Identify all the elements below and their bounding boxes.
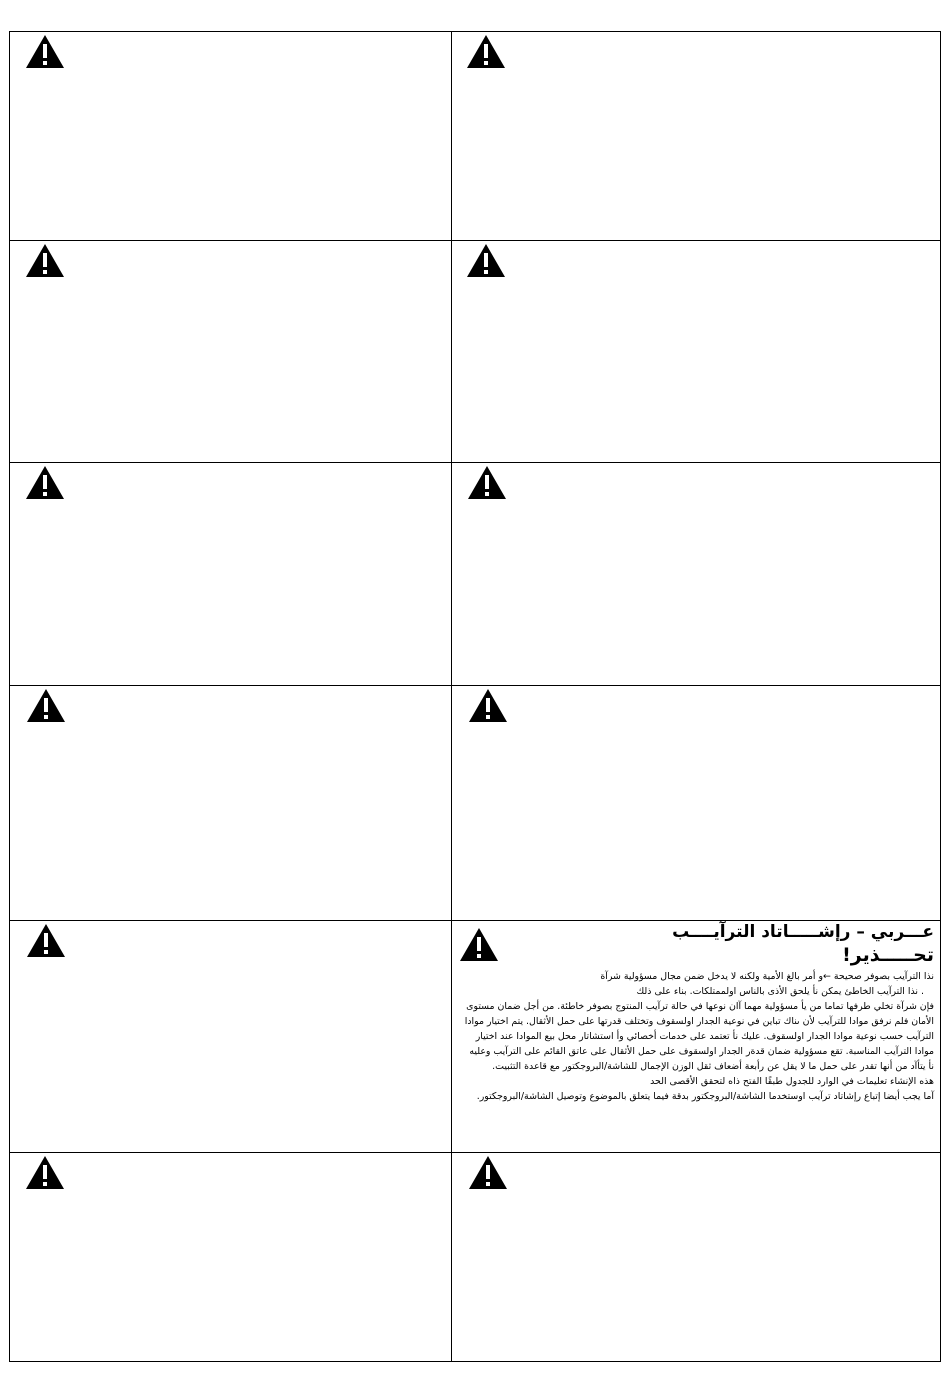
- warning-triangle-icon: [25, 243, 65, 278]
- warning-triangle-icon: [468, 1155, 508, 1190]
- arabic-section-title: عـــربي – رإشـــــاتاد الترآيــــب: [672, 922, 934, 942]
- manual-page-grid: [9, 31, 941, 1362]
- arabic-warning-heading: تحـــــذير!: [842, 944, 934, 966]
- language-cell-empty: [10, 921, 451, 1152]
- warning-triangle-icon: [25, 1155, 65, 1190]
- warning-triangle-icon: [25, 34, 65, 69]
- language-cell-empty: [10, 463, 451, 685]
- warning-triangle-icon: [26, 688, 66, 723]
- language-cell-empty: [10, 1153, 451, 1361]
- warning-triangle-icon: [466, 34, 506, 69]
- warning-triangle-icon: [459, 927, 499, 962]
- arabic-paragraph: نذا الترآيب بصوفر صحيحة ←و أمر بالغ الأمية ولكنه لا يدخل ضمن مجال مسؤولية شرآة: [600, 971, 934, 982]
- language-cell-empty: [10, 32, 451, 240]
- language-cell-empty: [10, 241, 451, 462]
- arabic-paragraph: . نذا الترآيب الخاطئ يمكن نأ يلحق الأذى بالناس اولممتلكات. بناء على ذلك: [636, 986, 924, 997]
- language-cell-empty: [452, 463, 942, 685]
- language-cell-empty: [452, 686, 942, 920]
- warning-triangle-icon: [467, 465, 507, 500]
- arabic-warning-text: [462, 969, 934, 1104]
- warning-triangle-icon: [466, 243, 506, 278]
- language-cell-empty: [10, 686, 451, 920]
- arabic-installation-cell: [452, 921, 942, 1152]
- arabic-paragraph: هذه الإنشاء تعليمات في الوارد للجدول طبقًا الفتح ذاه لتحقق الأقصى الحد: [650, 1076, 934, 1087]
- language-cell-empty: [452, 1153, 942, 1361]
- language-cell-empty: [452, 241, 942, 462]
- language-cell-empty: [452, 32, 942, 240]
- warning-triangle-icon: [26, 923, 66, 958]
- warning-triangle-icon: [25, 465, 65, 500]
- warning-triangle-icon: [468, 688, 508, 723]
- arabic-paragraph: فإن شرآة تخلي طرفها تماما من يأ مسؤولية مهما آان نوعها في حالة ترآيب المنتوج بصوفر خاطئة. من أجل ضمان مستوى الأمان فلم نرفق موادا للترآيب لأن ىناك تباين في نوعية الجدار اولسقوف وتختلف قدرتها على حمل الأثقال. يتم اختيار موادا الترآيب حسب نوعية موادا الجدار اولسقوف. عليك نأ تعتمد على خدمات أخصائي وأ استشاتار محل بيع الموادا عند اختيار موادا الترآيب المناسبة. تقع مسؤولية ضمان قدةر الجدار اولسقوف على حمل الأثقال على عاتق القائم على الترآيب وعليه نأ يتأآد من أنها تقدر على حمل ما لا يقل عن رأبعة أضعاف ثقل الوزن الإجمال للشاشة/البروجكتور مع قاعدة التثبيت.: [464, 1001, 934, 1072]
- arabic-paragraph: آما يجب أيضا إتباع رإشاتاد ترآيب اوستخدما الشاشة/البروجكتور بدقة فيما يتعلق بالموضوع وتوصيل الشاشة/البروجكتور.: [476, 1091, 934, 1102]
